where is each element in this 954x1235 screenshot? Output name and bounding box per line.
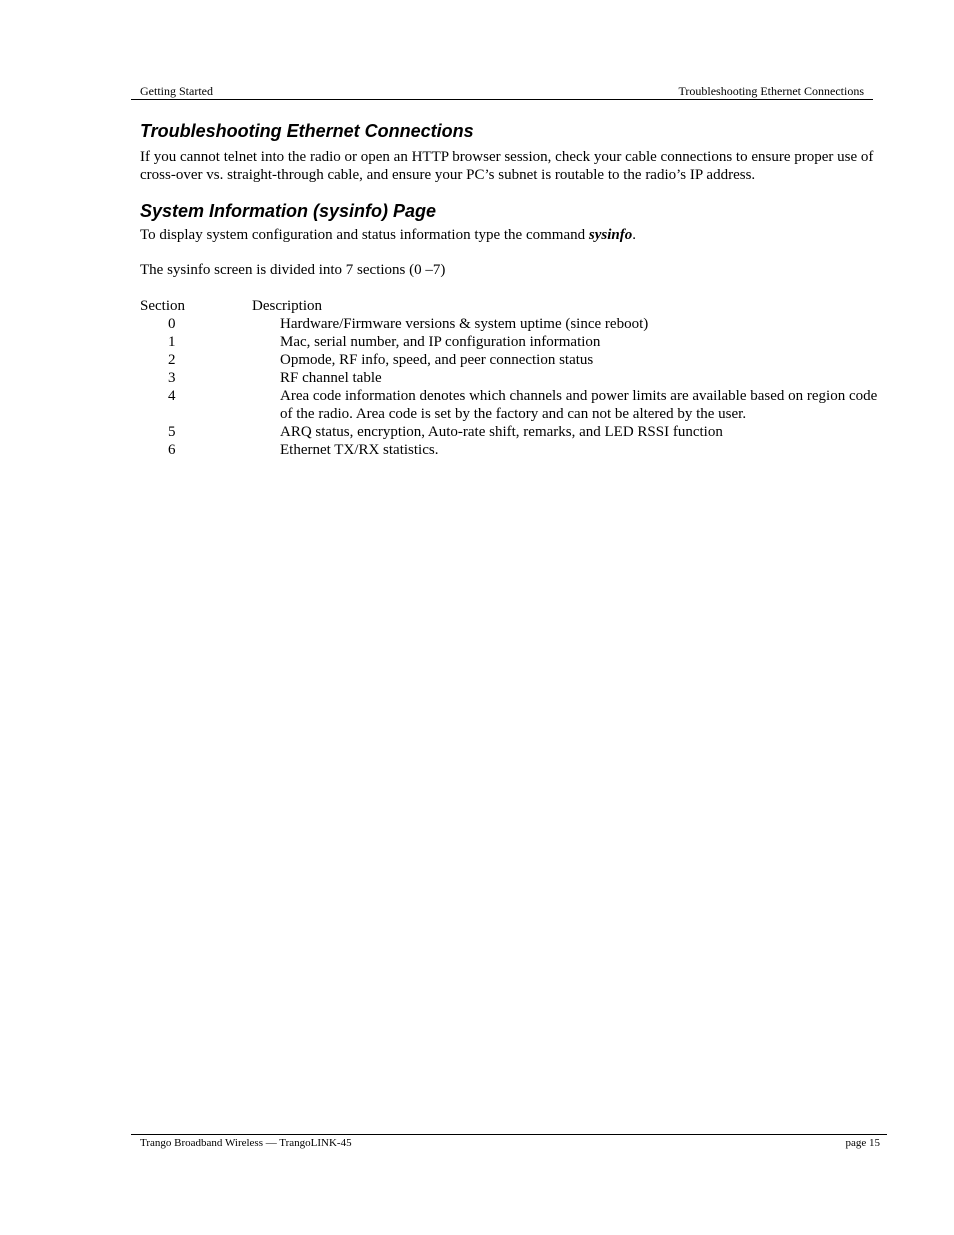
section-number: 5 [168, 424, 176, 440]
table-row [140, 333, 892, 351]
header-section: Troubleshooting Ethernet Connections [678, 84, 864, 98]
section-description: Opmode, RF info, speed, and peer connection status [280, 352, 594, 368]
sections-table [140, 297, 892, 459]
sysinfo-divided: The sysinfo screen is divided into 7 sections (0 –7) [140, 262, 446, 278]
section-number: 3 [168, 370, 176, 386]
section-description: Area code information denotes which channels and power limits are available based on region code of the radio. Area code is set by the factory and can not be altered by the user. [280, 388, 878, 422]
sysinfo-intro-prefix: To display system configuration and status information type the command [140, 227, 589, 243]
section-description: Hardware/Firmware versions & system uptime (since reboot) [280, 316, 649, 332]
page-content [140, 120, 892, 459]
section-number: 6 [168, 442, 176, 458]
sysinfo-intro-suffix: . [632, 227, 636, 243]
header-chapter: Getting Started [140, 84, 213, 98]
troubleshooting-paragraph: If you cannot telnet into the radio or open an HTTP browser session, check your cable connections to ensure proper use of cross-over vs. straight-through cable, and ensure your PC’s subnet is routable to the radio’s IP address. [140, 149, 874, 183]
section-number: 0 [168, 316, 176, 332]
section-number: 1 [168, 334, 176, 350]
section-number: 4 [168, 388, 176, 404]
heading-sysinfo: System Information (sysinfo) Page [140, 201, 437, 221]
table-row [140, 423, 892, 441]
sections-table-header [140, 297, 892, 315]
sysinfo-command: sysinfo [588, 227, 633, 243]
section-description: Ethernet TX/RX statistics. [280, 442, 439, 458]
section-description: RF channel table [280, 370, 382, 386]
section-number: 2 [168, 352, 176, 368]
table-row [140, 441, 892, 459]
section-description: Mac, serial number, and IP configuration information [280, 334, 601, 350]
heading-troubleshooting: Troubleshooting Ethernet Connections [140, 121, 474, 141]
page-header [131, 84, 873, 100]
column-header-description: Description [252, 298, 322, 314]
table-row [140, 351, 892, 369]
sysinfo-intro [140, 226, 892, 244]
sections-table-body [140, 315, 892, 459]
footer-product: Trango Broadband Wireless — TrangoLINK-45 [140, 1137, 352, 1149]
table-row [140, 387, 892, 423]
section-description: ARQ status, encryption, Auto-rate shift, remarks, and LED RSSI function [280, 424, 723, 440]
table-row [140, 315, 892, 333]
column-header-section: Section [140, 298, 185, 314]
footer-page-number: page 15 [845, 1137, 880, 1149]
page-footer [131, 1134, 887, 1149]
table-row [140, 369, 892, 387]
